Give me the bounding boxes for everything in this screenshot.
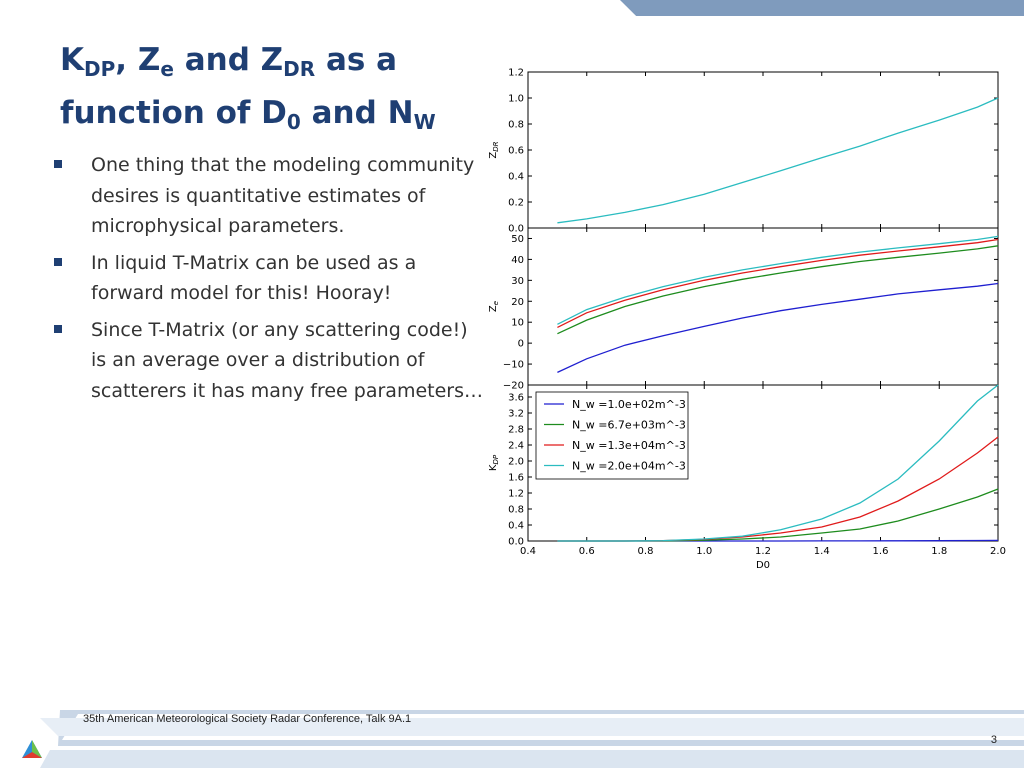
title-sub-0: 0	[286, 110, 301, 134]
series-line	[557, 240, 998, 328]
y-axis-label: $Z_e$	[488, 300, 500, 313]
legend-label: N_w =6.7e+03m^-3	[572, 418, 686, 432]
lab-logo-icon	[20, 738, 44, 762]
y-tick-label: 0.0	[508, 223, 524, 235]
y-tick-label: 30	[511, 275, 524, 287]
y-tick-label: 3.2	[508, 408, 524, 420]
bullet-item	[54, 150, 484, 242]
y-tick-label: −10	[502, 359, 524, 371]
title-line-2	[60, 91, 480, 144]
y-tick-label: 0.0	[508, 536, 524, 548]
bullet-item	[54, 248, 484, 309]
title-sub-w: W	[413, 110, 436, 134]
bullet-list	[54, 150, 484, 412]
bullet-text: Since T-Matrix (or any scattering code!) is an average over a distribution of scatterers it has many free parameters…	[91, 318, 483, 402]
x-tick-label: 1.8	[931, 546, 948, 557]
y-tick-label: 0.8	[508, 504, 524, 516]
title-function-of-d: function of D	[60, 95, 287, 131]
title-sub-dr: DR	[283, 57, 316, 81]
y-tick-label: −20	[502, 380, 524, 392]
y-tick-label: 20	[511, 296, 524, 308]
series-line	[557, 98, 998, 223]
y-tick-label: 2.0	[508, 456, 524, 468]
y-tick-label: 1.0	[508, 93, 524, 105]
title-k: K	[60, 42, 85, 78]
y-tick-label: 0	[517, 338, 524, 350]
y-tick-label: 2.4	[508, 440, 524, 452]
y-tick-label: 3.6	[508, 392, 524, 404]
x-tick-label: 0.6	[578, 546, 595, 557]
legend-label: N_w =1.0e+02m^-3	[572, 398, 686, 411]
x-tick-label: 1.4	[813, 546, 830, 557]
y-tick-label: 1.6	[508, 472, 524, 484]
title-sub-e: e	[160, 57, 174, 81]
chart-svg	[480, 60, 1020, 580]
y-tick-label: 0.6	[508, 145, 524, 157]
square-bullet-icon	[54, 160, 62, 168]
x-tick-label: 1.2	[755, 546, 771, 557]
x-tick-label: 1.6	[872, 546, 889, 557]
title-and-n: and N	[300, 95, 414, 131]
page-number: 3	[990, 734, 997, 746]
title-sub-dp: DP	[84, 57, 116, 81]
y-tick-label: 0.4	[508, 520, 524, 532]
x-axis-label: D0	[755, 560, 771, 571]
x-tick-label: 0.4	[520, 546, 536, 557]
top-accent-band	[620, 0, 1024, 16]
y-tick-label: 50	[511, 233, 524, 245]
y-tick-label: 2.8	[508, 424, 524, 436]
y-tick-label: 1.2	[508, 67, 524, 79]
y-tick-label: 0.8	[508, 119, 524, 131]
bullet-item	[54, 315, 484, 407]
y-tick-label: 0.2	[508, 197, 524, 209]
x-tick-label: 1.0	[696, 546, 713, 557]
series-line	[557, 246, 998, 334]
y-tick-label: 40	[511, 254, 524, 266]
square-bullet-icon	[54, 325, 62, 333]
x-tick-label: 0.8	[637, 546, 654, 557]
slide-title	[60, 38, 480, 144]
legend-label: N_w =2.0e+04m^-3	[572, 459, 686, 473]
y-tick-label: 10	[511, 317, 524, 329]
bullet-text: One thing that the modeling community desires is quantitative estimates of microphysical parameters.	[91, 154, 475, 237]
chart-figure	[480, 60, 1020, 580]
title-as-a: as a	[315, 42, 398, 78]
x-tick-label: 2.0	[990, 546, 1006, 557]
y-axis-label: $Z_{DR}$	[488, 141, 500, 159]
y-tick-label: 1.2	[508, 488, 524, 500]
title-zdr-prefix: and Z	[173, 42, 284, 78]
square-bullet-icon	[54, 258, 62, 266]
series-line	[557, 284, 998, 373]
footer-text: 35th American Meteorological Society Radar Conference, Talk 9A.1	[83, 713, 412, 725]
y-axis-label: $K_{DP}$	[488, 454, 500, 472]
chart-panel-frame	[528, 72, 998, 228]
chart-panel-frame	[528, 228, 998, 385]
legend-label: N_w =1.3e+04m^-3	[572, 439, 686, 452]
bullet-text: In liquid T-Matrix can be used as a forward model for this! Hooray!	[91, 251, 417, 304]
title-ze-prefix: , Z	[115, 42, 161, 78]
title-line-1	[60, 38, 480, 91]
y-tick-label: 0.4	[508, 171, 524, 183]
